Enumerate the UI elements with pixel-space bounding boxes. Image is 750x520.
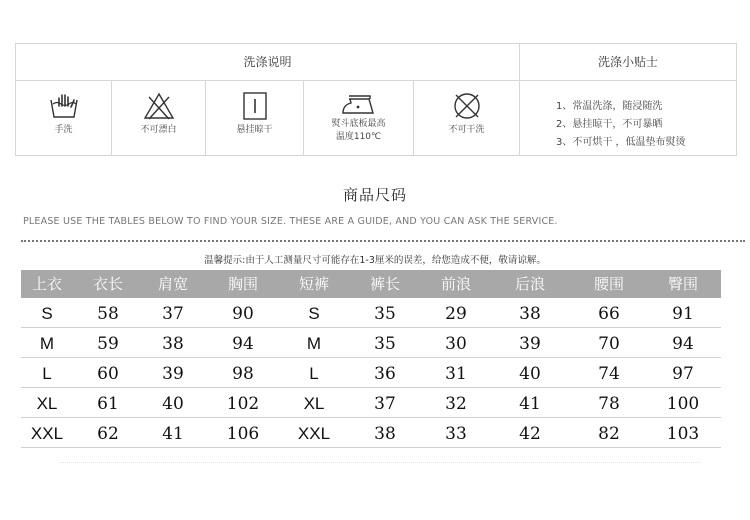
size-cell: XXL xyxy=(30,424,64,443)
measurement-cell: 35 xyxy=(374,334,396,354)
measurement-cell: 70 xyxy=(598,334,620,354)
care-label: 熨斗底板最高 xyxy=(331,119,386,129)
measurement-cell: 40 xyxy=(519,364,541,384)
header-cell: 短裤 xyxy=(298,275,329,293)
size-cell: XL xyxy=(36,394,58,413)
size-cell: L xyxy=(309,364,319,383)
measurement-cell: 60 xyxy=(97,364,119,384)
measurement-cell: 100 xyxy=(666,394,700,414)
header-cell: 肩宽 xyxy=(157,275,188,293)
size-cell: XXL xyxy=(297,424,331,443)
measurement-cell: 35 xyxy=(374,304,396,324)
care-cell-no-dry-clean xyxy=(414,81,519,155)
dotted-divider xyxy=(21,240,745,242)
measurement-notice: 温馨提示:由于人工测量尺寸可能存在1-3厘米的误差，给您造成不便，敬请谅解。 xyxy=(204,255,546,266)
size-table-body xyxy=(21,298,721,448)
measurement-cell: 42 xyxy=(519,424,541,444)
size-cell: S xyxy=(308,304,320,323)
measurement-cell: 90 xyxy=(232,304,254,324)
care-tips-heading: 洗涤小贴士 xyxy=(597,55,658,69)
measurement-cell: 41 xyxy=(519,394,541,414)
no-bleach-icon xyxy=(142,91,176,121)
care-label-line2: 温度110℃ xyxy=(335,132,382,142)
measurement-cell: 61 xyxy=(97,394,119,414)
measurement-cell: 31 xyxy=(445,364,467,384)
care-label: 悬挂晾干 xyxy=(236,125,273,135)
measurement-cell: 94 xyxy=(232,334,254,354)
measurement-cell: 102 xyxy=(226,394,260,414)
care-tips-list xyxy=(556,98,746,152)
size-table-header xyxy=(21,270,721,298)
measurement-cell: 37 xyxy=(162,304,184,324)
size-cell: S xyxy=(41,304,53,323)
care-label: 不可漂白 xyxy=(140,125,177,135)
header-cell: 裤长 xyxy=(369,275,400,293)
measurement-cell: 36 xyxy=(374,364,396,384)
header-cell: 腰围 xyxy=(593,275,624,293)
care-cell-hand-wash xyxy=(16,81,112,155)
measurement-cell: 94 xyxy=(672,334,694,354)
care-cell-hang-dry xyxy=(206,81,304,155)
table-row xyxy=(21,298,721,328)
measurement-cell: 29 xyxy=(445,304,467,324)
measurement-cell: 98 xyxy=(232,364,254,384)
measurement-cell: 97 xyxy=(672,364,694,384)
hang-dry-icon xyxy=(238,91,272,121)
measurement-cell: 106 xyxy=(226,424,260,444)
measurement-cell: 40 xyxy=(162,394,184,414)
care-tip: 2、悬挂晾干，不可暴晒 xyxy=(556,119,663,130)
care-cell-no-bleach xyxy=(112,81,206,155)
measurement-cell: 38 xyxy=(519,304,541,324)
size-cell: XL xyxy=(303,394,325,413)
measurement-cell: 91 xyxy=(672,304,694,324)
measurement-cell: 38 xyxy=(374,424,396,444)
header-cell: 胸围 xyxy=(227,275,258,293)
header-cell: 后浪 xyxy=(514,275,545,293)
measurement-cell: 32 xyxy=(445,394,467,414)
header-cell: 上衣 xyxy=(31,275,62,293)
care-cell-iron xyxy=(304,81,414,155)
size-cell: M xyxy=(306,334,322,353)
table-row xyxy=(21,358,721,388)
bottom-divider xyxy=(60,462,700,463)
care-label: 手洗 xyxy=(54,125,73,135)
iron-icon xyxy=(339,91,379,117)
table-row xyxy=(21,388,721,418)
hand-wash-icon xyxy=(47,91,81,121)
care-tip: 3、不可烘干 ，低温垫布熨烫 xyxy=(556,137,686,148)
measurement-cell: 78 xyxy=(598,394,620,414)
measurement-cell: 39 xyxy=(162,364,184,384)
measurement-cell: 74 xyxy=(598,364,620,384)
table-row xyxy=(21,328,721,358)
care-instructions-heading: 洗涤说明 xyxy=(243,55,292,69)
measurement-cell: 41 xyxy=(162,424,184,444)
measurement-cell: 39 xyxy=(519,334,541,354)
size-guide-notice-en: PLEASE USE THE TABLES BELOW TO FIND YOUR SIZE. THESE ARE A GUIDE, AND YOU CAN ASK THE SERVICE. xyxy=(23,216,558,227)
measurement-cell: 30 xyxy=(445,334,467,354)
header-cell: 衣长 xyxy=(92,275,123,293)
header-cell: 臀围 xyxy=(667,275,698,293)
measurement-cell: 66 xyxy=(598,304,620,324)
measurement-cell: 62 xyxy=(97,424,119,444)
size-cell: M xyxy=(39,334,55,353)
care-tip: 1、常温洗涤，随浸随洗 xyxy=(556,101,663,112)
no-dry-clean-icon xyxy=(450,91,484,121)
measurement-cell: 59 xyxy=(97,334,119,354)
table-row xyxy=(21,418,721,448)
measurement-cell: 37 xyxy=(374,394,396,414)
care-instructions-table xyxy=(15,43,737,156)
measurement-cell: 38 xyxy=(162,334,184,354)
measurement-cell: 58 xyxy=(97,304,119,324)
size-table xyxy=(21,270,721,448)
care-label: 不可干洗 xyxy=(448,125,485,135)
measurement-cell: 33 xyxy=(445,424,467,444)
header-cell: 前浪 xyxy=(440,275,471,293)
measurement-cell: 103 xyxy=(666,424,700,444)
size-section-title: 商品尺码 xyxy=(342,186,407,204)
size-cell: L xyxy=(42,364,52,383)
measurement-cell: 82 xyxy=(598,424,620,444)
